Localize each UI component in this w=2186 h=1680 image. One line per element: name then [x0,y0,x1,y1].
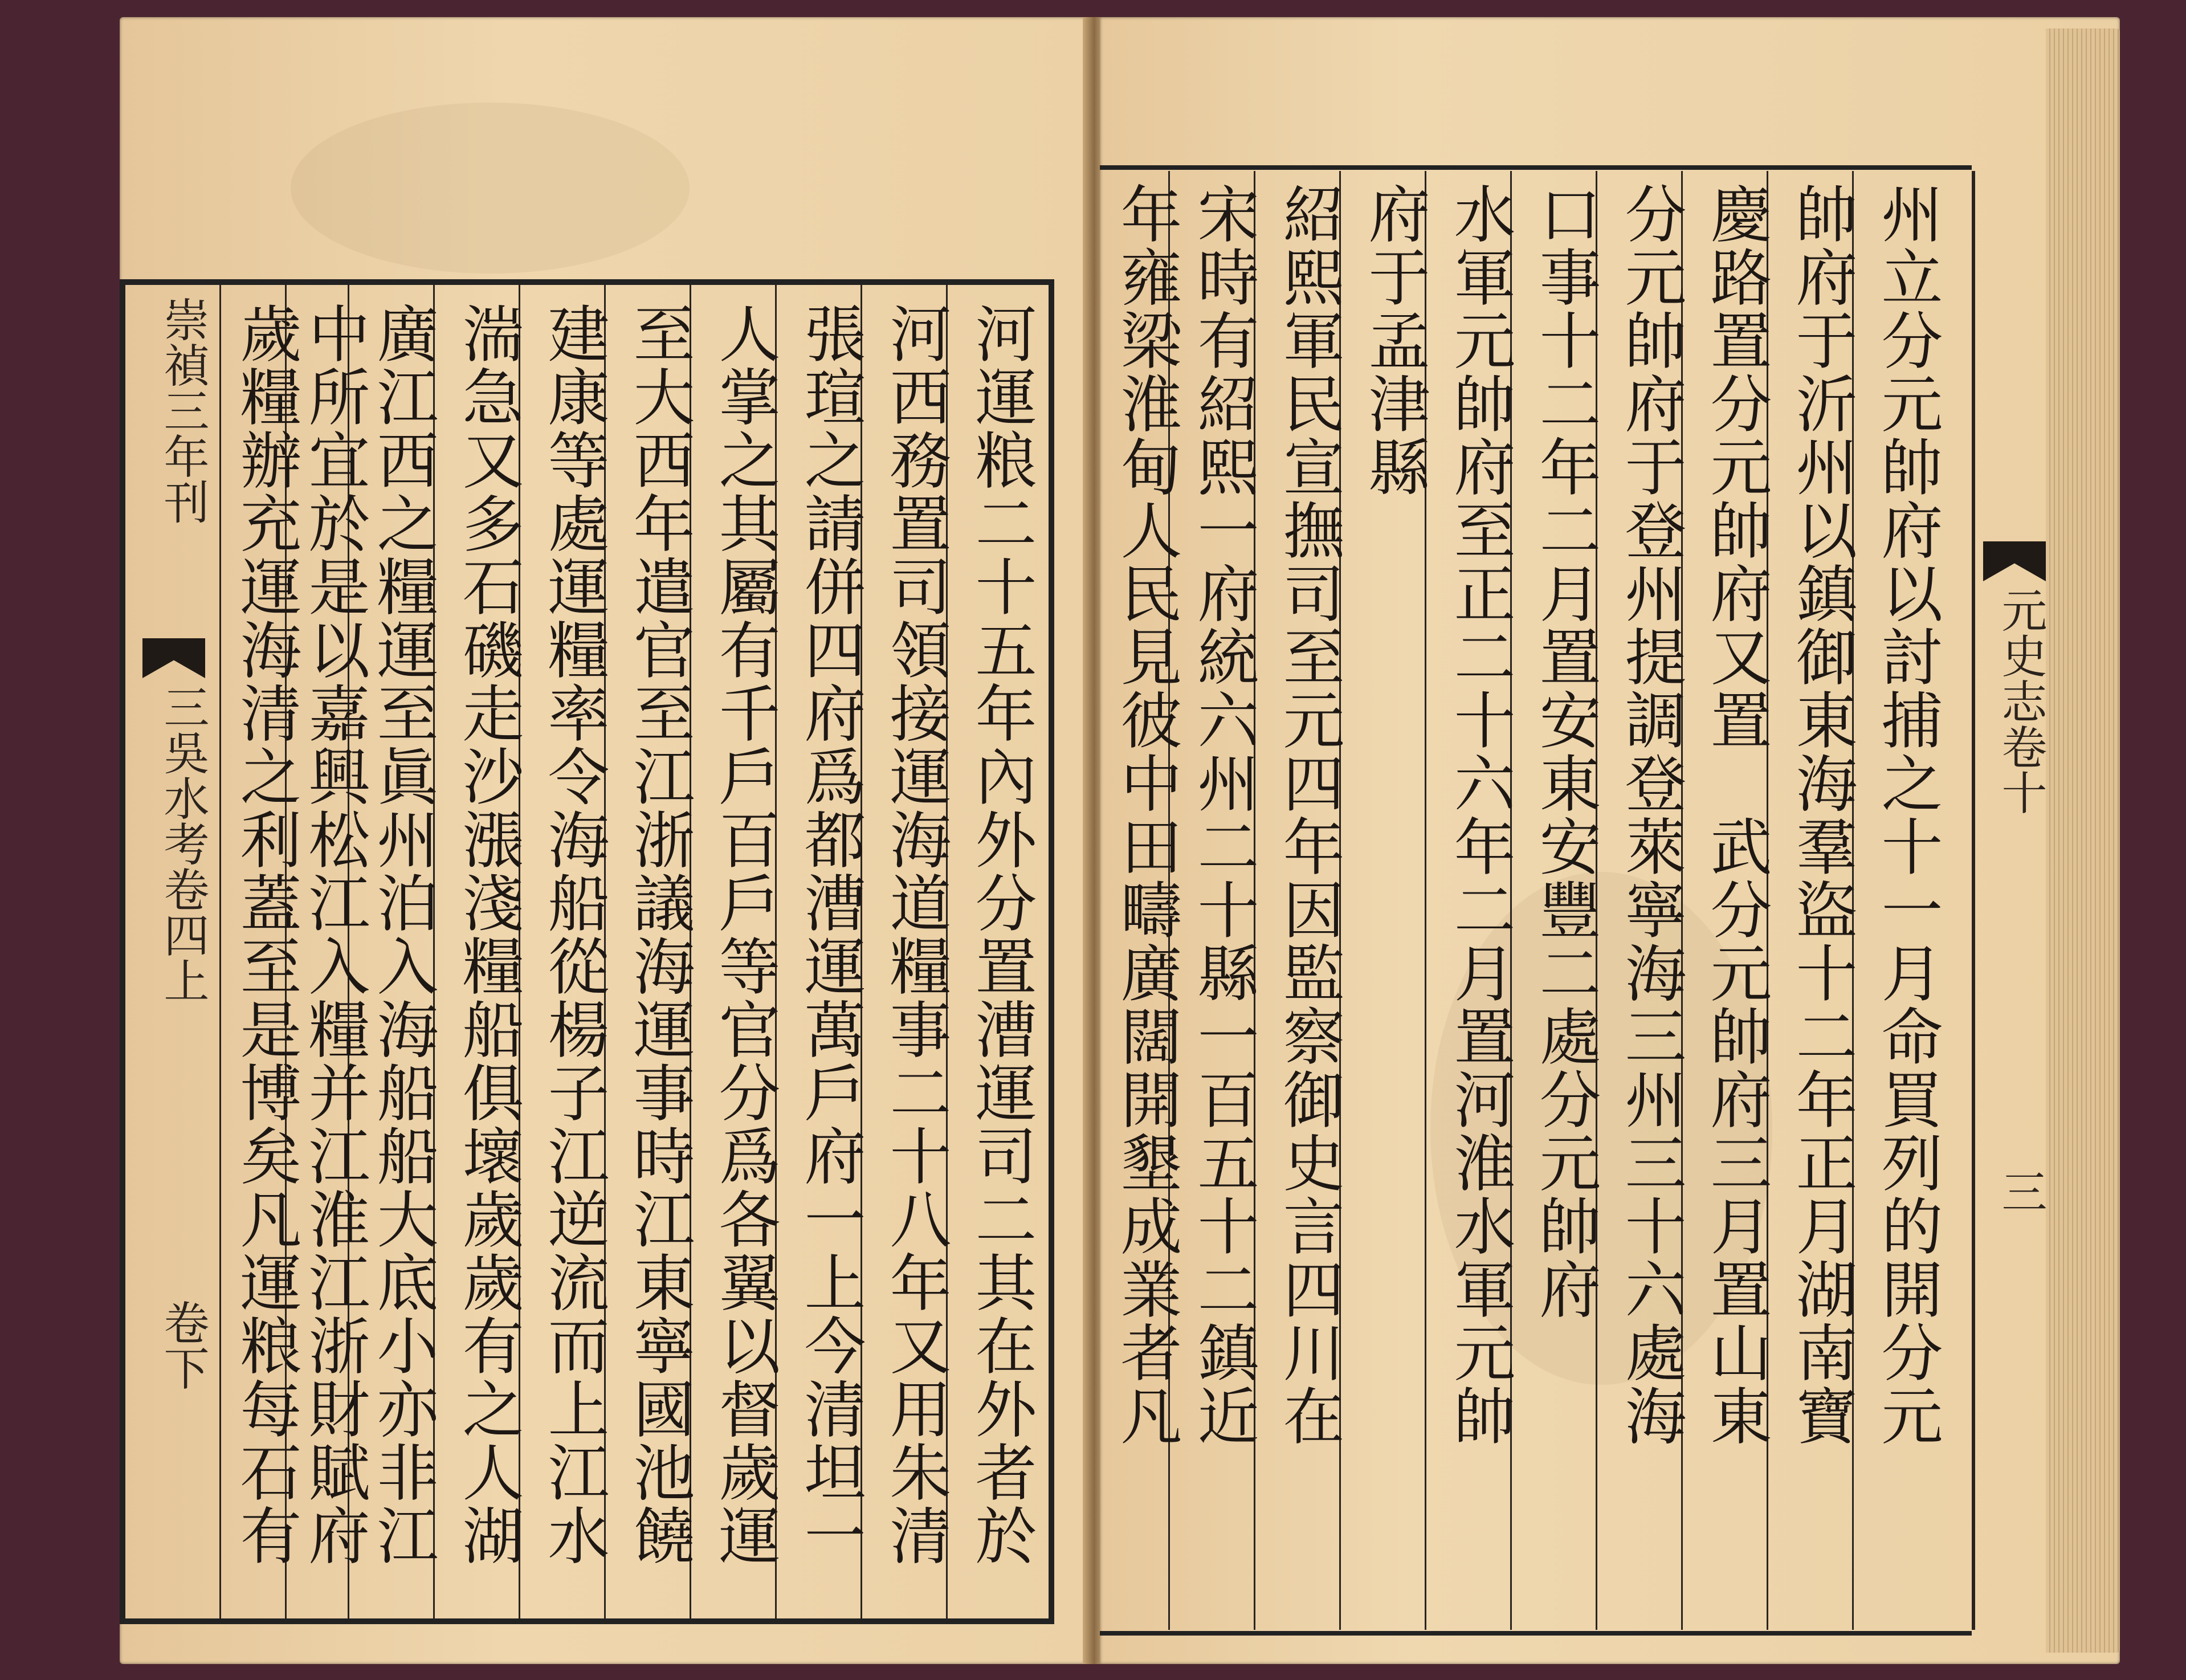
left-banxin-folio: 卷下 [156,1299,209,1391]
left-column-10: 歲糧辦充運海清之利蓋至是博矣凡運粮每石有 [230,302,301,1567]
open-book [120,17,2120,1664]
page-edges [2046,28,2120,1653]
right-banxin-folio: 三 [1994,1168,2047,1214]
left-banxin-edition: 崇禎三年刊 [156,296,209,524]
left-column-8: 廣江西之糧運至眞州泊入海船船大底小亦非江 [366,302,438,1567]
right-column-9: 宋時有紹熙一府統六州二十縣一百五十二鎮近 [1187,182,1258,1447]
banxin-rule [1972,171,1975,1630]
left-column-5: 至大西年遣官至江浙議海運事時江東寧國池饒 [623,302,694,1567]
right-column-7: 府于孟津縣 [1358,182,1429,499]
column-rule [219,285,221,1618]
right-banxin-title: 元史志卷十 [1994,587,2047,815]
left-column-2: 河西務置司領接運海道糧事二十八年又用朱清 [879,302,951,1567]
left-column-7: 湍急又多石磯走沙漲淺糧船俱壞歲歲有之人湖 [452,302,523,1567]
left-banxin-title: 三吳水考卷四上 [156,684,209,1003]
right-column-6: 水軍元帥府至正二十六年二月置河淮水軍元帥 [1443,182,1515,1447]
left-column-3: 張瑄之請併四府爲都漕運萬戶府一上今清坦一 [794,302,865,1567]
right-column-2: 帥府于沂州以鎮御東海羣盜十二年正月湖南寶 [1785,182,1857,1447]
right-column-1: 州立分元帥府以討捕之十一月命買列的開分元 [1871,182,1942,1447]
left-column-6: 建康等處運糧率令海船從楊子江逆流而上江水 [537,302,609,1567]
paper-stain [291,103,690,274]
right-column-8: 紹熙軍民宣撫司至元四年因監察御史言四川在 [1273,182,1344,1447]
right-column-4: 分元帥府于登州提調登萊寧海三州三十六處海 [1614,182,1686,1447]
right-column-5: 口事十二年二月置安東安豐二處分元帥府 [1529,182,1600,1321]
left-column-1: 河運粮二十五年內外分置漕運司二其在外者於 [965,302,1036,1567]
left-column-9: 中所宜於是以嘉興松江入糧并江淮江浙財賦府 [298,302,369,1567]
right-column-3: 慶路置分元帥府又置 武分元帥府三月置山東 [1700,182,1771,1447]
right-column-10: 年雍梁淮甸人民見彼中田疇廣闊開墾成業者凡 [1110,182,1181,1447]
left-column-4: 人掌之其屬有千戶百戶等官分爲各翼以督歲運 [708,302,780,1567]
